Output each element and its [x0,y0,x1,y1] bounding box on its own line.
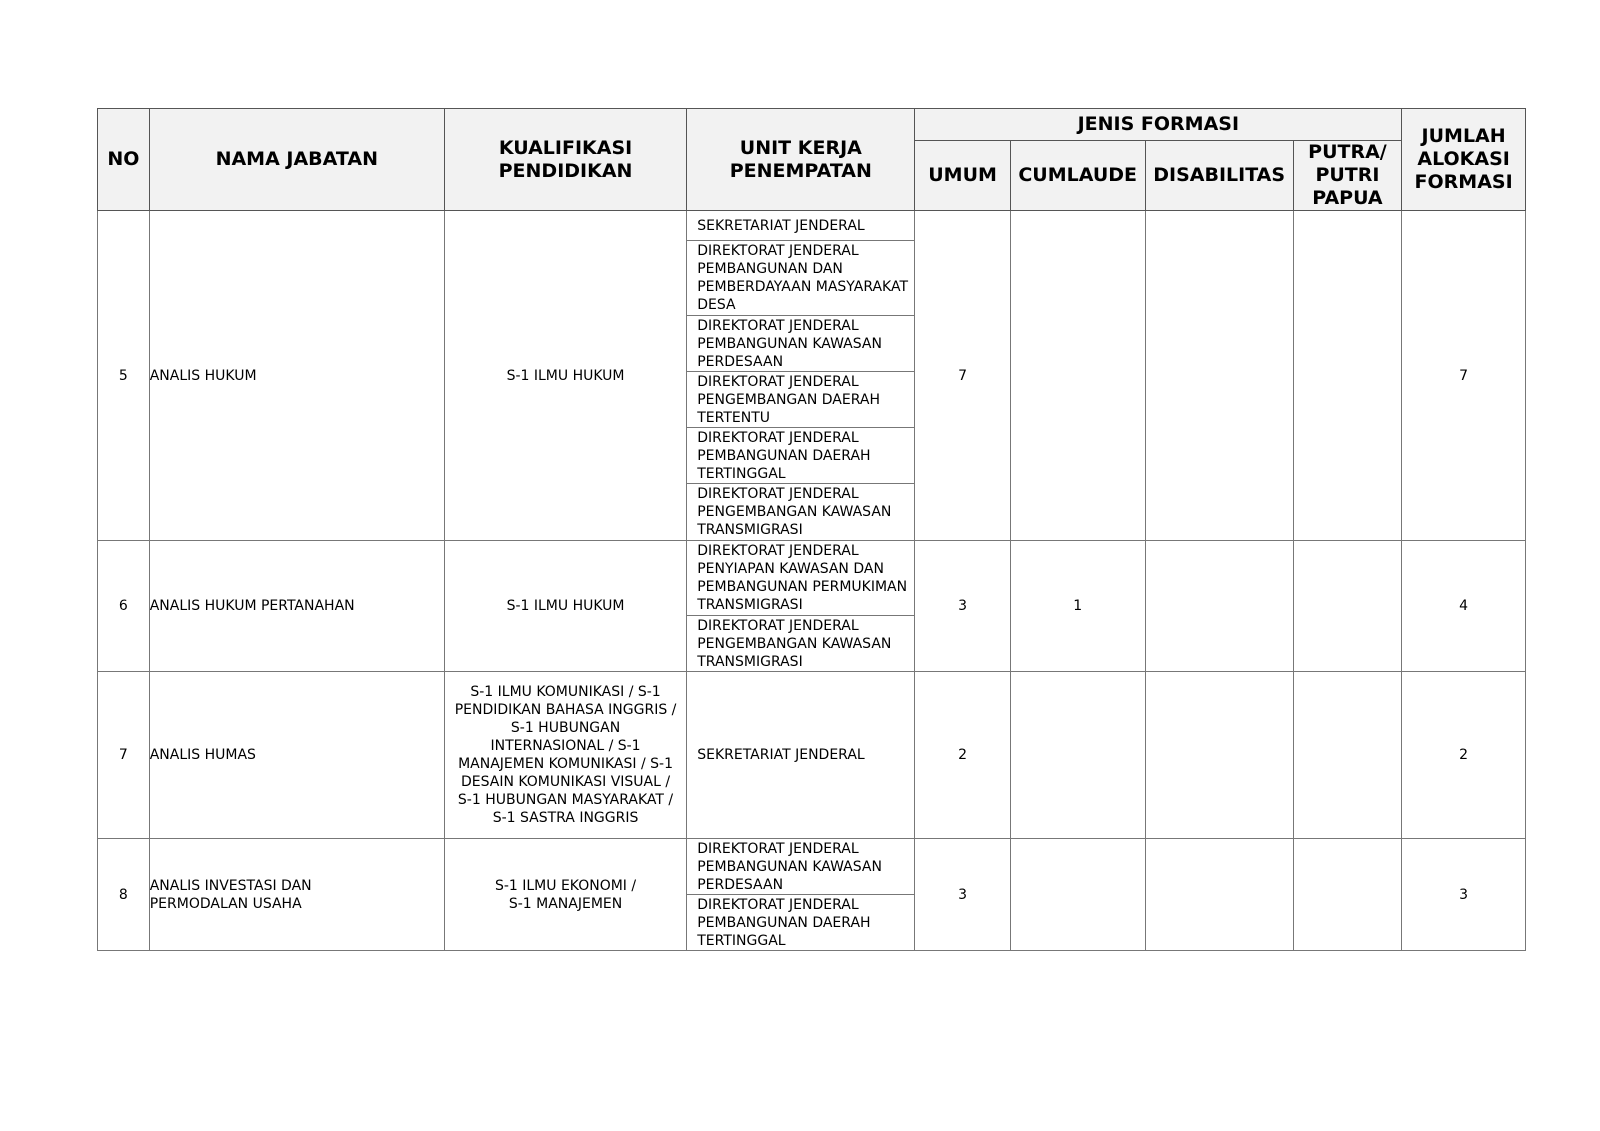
row-cumlaude [1010,211,1145,541]
row-kualifikasi: S-1 ILMU EKONOMI / S-1 MANAJEMEN [444,839,686,951]
header-umum: UMUM [915,141,1010,211]
row-nama-jabatan: ANALIS INVESTASI DAN PERMODALAN USAHA [149,839,444,951]
row-jumlah: 7 [1402,211,1526,541]
row-cumlaude: 1 [1010,541,1145,672]
header-kualifikasi: KUALIFIKASI PENDIDIKAN [444,109,686,211]
row-cumlaude [1010,839,1145,951]
row-papua [1293,672,1402,839]
row-umum: 7 [915,211,1010,541]
row-unit-kerja [687,211,915,541]
unit-item: DIREKTORAT JENDERAL PEMBANGUNAN KAWASAN PERDESAAN [687,839,914,895]
unit-item: SEKRETARIAT JENDERAL [697,747,865,763]
header-disabilitas: DISABILITAS [1145,141,1293,211]
header-papua: PUTRA/ PUTRI PAPUA [1293,141,1402,211]
row-disabilitas [1145,672,1293,839]
row-no: 6 [98,541,150,672]
row-kualifikasi: S-1 ILMU HUKUM [444,211,686,541]
header-cumlaude: CUMLAUDE [1010,141,1145,211]
unit-item: DIREKTORAT JENDERAL PENYIAPAN KAWASAN DAN PEMBANGUNAN PERMUKIMAN TRANSMIGRASI [687,541,914,616]
unit-item: DIREKTORAT JENDERAL PENGEMBANGAN KAWASAN TRANSMIGRASI [697,486,892,538]
row-unit-kerja [687,672,915,839]
row-jumlah: 2 [1402,672,1526,839]
row-papua [1293,211,1402,541]
row-unit-kerja [687,839,915,951]
row-umum: 2 [915,672,1010,839]
unit-item: DIREKTORAT JENDERAL PEMBANGUNAN KAWASAN PERDESAAN [687,316,914,372]
row-kualifikasi: S-1 ILMU HUKUM [444,541,686,672]
table-row [98,211,1526,541]
row-umum: 3 [915,839,1010,951]
row-papua [1293,839,1402,951]
row-disabilitas [1145,211,1293,541]
unit-item: DIREKTORAT JENDERAL PEMBANGUNAN DAERAH TERTINGGAL [687,428,914,484]
header-jenis-formasi: JENIS FORMASI [915,109,1402,141]
unit-item: SEKRETARIAT JENDERAL [687,211,914,241]
row-papua [1293,541,1402,672]
row-umum: 3 [915,541,1010,672]
row-no: 5 [98,211,150,541]
header-unit-kerja: UNIT KERJA PENEMPATAN [687,109,915,211]
row-no: 8 [98,839,150,951]
row-disabilitas [1145,839,1293,951]
unit-item: DIREKTORAT JENDERAL PEMBANGUNAN DAERAH TERTINGGAL [697,897,871,949]
row-disabilitas [1145,541,1293,672]
table-row [98,839,1526,951]
table-row [98,672,1526,839]
formasi-table [97,108,1526,951]
table-row [98,541,1526,672]
unit-item: DIREKTORAT JENDERAL PENGEMBANGAN DAERAH TERTENTU [687,372,914,428]
row-nama-jabatan: ANALIS HUKUM PERTANAHAN [149,541,444,672]
row-cumlaude [1010,672,1145,839]
unit-item: DIREKTORAT JENDERAL PENGEMBANGAN KAWASAN TRANSMIGRASI [697,618,892,670]
header-jumlah: JUMLAH ALOKASI FORMASI [1402,109,1526,211]
header-nama-jabatan: NAMA JABATAN [149,109,444,211]
row-no: 7 [98,672,150,839]
header-no: NO [98,109,150,211]
row-nama-jabatan: ANALIS HUKUM [149,211,444,541]
row-kualifikasi: S-1 ILMU KOMUNIKASI / S-1 PENDIDIKAN BAHASA INGGRIS / S-1 HUBUNGAN INTERNASIONAL / S-1 MANAJEMEN KOMUNIKASI / S-1 DESAIN KOMUNIKASI VISUAL / S-1 HUBUNGAN MASYARAKAT / S-1 SASTRA INGGRIS [444,672,686,839]
row-jumlah: 4 [1402,541,1526,672]
row-unit-kerja [687,541,915,672]
row-nama-jabatan: ANALIS HUMAS [149,672,444,839]
row-jumlah: 3 [1402,839,1526,951]
unit-item: DIREKTORAT JENDERAL PEMBANGUNAN DAN PEMBERDAYAAN MASYARAKAT DESA [687,241,914,316]
